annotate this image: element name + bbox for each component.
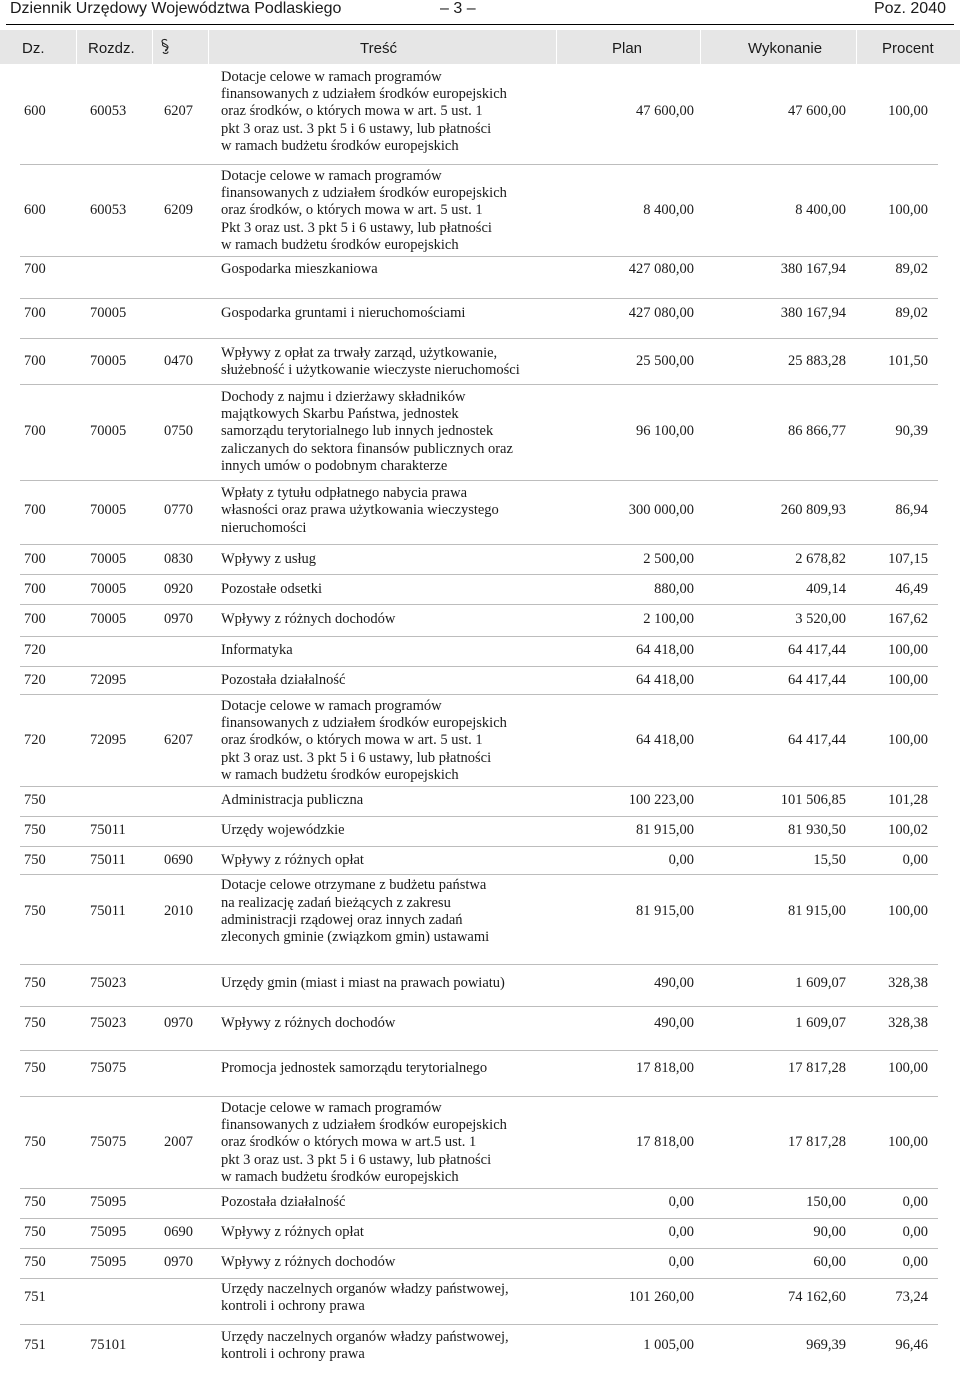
cell-dz: 700 <box>24 261 46 277</box>
cell-rozdz: 75095 <box>90 1194 127 1210</box>
row-separator <box>20 786 938 787</box>
cell-paragraf: 0770 <box>164 502 193 518</box>
cell-dz: 720 <box>24 732 46 748</box>
cell-procent: 100,00 <box>888 202 928 218</box>
paragraph-icon <box>160 38 170 54</box>
tresc-line: w ramach budżetu środków europejskich <box>221 766 459 783</box>
cell-wykonanie: 17 817,28 <box>788 1134 846 1150</box>
tresc-line: pkt 3 oraz ust. 3 pkt 5 i 6 ustawy, lub płatności <box>221 749 492 766</box>
cell-tresc <box>221 611 541 628</box>
tresc-line: Pkt 3 oraz ust. 3 pkt 5 i 6 ustawy, lub płatności <box>221 219 492 236</box>
cell-rozdz: 75075 <box>90 1134 127 1150</box>
table-row <box>0 1190 960 1216</box>
cell-procent: 90,39 <box>895 423 928 439</box>
row-separator <box>20 1324 938 1325</box>
cell-wykonanie: 90,00 <box>813 1224 846 1240</box>
tresc-line: Dotacje celowe otrzymane z budżetu państwa <box>221 877 487 894</box>
cell-paragraf: 6207 <box>164 732 193 748</box>
cell-plan: 0,00 <box>668 1194 694 1210</box>
col-divider <box>700 30 701 64</box>
cell-tresc <box>221 345 541 380</box>
cell-rozdz: 70005 <box>90 611 127 627</box>
tresc-line: własności oraz prawa użytkowania wieczystego <box>221 502 499 519</box>
cell-dz: 700 <box>24 423 46 439</box>
cell-wykonanie: 86 866,77 <box>788 423 846 439</box>
cell-procent: 0,00 <box>902 852 928 868</box>
table-row <box>0 482 960 540</box>
cell-tresc <box>221 389 541 475</box>
cell-wykonanie: 64 417,44 <box>788 672 846 688</box>
tresc-line: Urzędy naczelnych organów władzy państwowej, <box>221 1280 509 1297</box>
cell-wykonanie: 150,00 <box>806 1194 846 1210</box>
cell-procent: 86,94 <box>895 502 928 518</box>
tresc-line: administracji rządowej oraz innych zadań <box>221 911 463 928</box>
cell-procent: 328,38 <box>888 975 928 991</box>
tresc-line: zaliczanych do sektora finansów publicznych oraz <box>221 440 513 457</box>
cell-plan: 427 080,00 <box>628 261 694 277</box>
cell-wykonanie: 380 167,94 <box>780 305 846 321</box>
cell-procent: 89,02 <box>895 261 928 277</box>
cell-wykonanie: 25 883,28 <box>788 353 846 369</box>
cell-procent: 100,00 <box>888 903 928 919</box>
cell-paragraf: 0920 <box>164 581 193 597</box>
row-separator <box>20 1096 938 1097</box>
cell-dz: 750 <box>24 1134 46 1150</box>
tresc-line: Dotacje celowe w ramach programów <box>221 167 442 184</box>
cell-procent: 73,24 <box>895 1289 928 1305</box>
table-row <box>0 1052 960 1086</box>
row-separator <box>20 480 938 481</box>
cell-paragraf: 0470 <box>164 353 193 369</box>
tresc-line: kontroli i ochrony prawa <box>221 1345 365 1362</box>
cell-rozdz: 75011 <box>90 852 126 868</box>
tresc-line: zleconych gminie (związkom gmin) ustawami <box>221 929 490 946</box>
journal-title: Dziennik Urzędowy Województwa Podlaskiego <box>10 0 342 17</box>
cell-tresc <box>221 792 541 809</box>
cell-wykonanie: 969,39 <box>806 1337 846 1353</box>
cell-wykonanie: 17 817,28 <box>788 1060 846 1076</box>
tresc-line: Dotacje celowe w ramach programów <box>221 68 442 85</box>
cell-dz: 750 <box>24 1254 46 1270</box>
cell-dz: 720 <box>24 672 46 688</box>
cell-tresc <box>221 168 541 254</box>
tresc-line: oraz środków, o których mowa w art. 5 ust. 1 <box>221 202 483 219</box>
tresc-line: finansowanych z udziałem środków europejskich <box>221 715 507 732</box>
cell-dz: 750 <box>24 1060 46 1076</box>
col-divider <box>76 30 77 64</box>
cell-paragraf: 0970 <box>164 1254 193 1270</box>
cell-plan: 81 915,00 <box>636 822 694 838</box>
row-separator <box>20 1278 938 1279</box>
cell-plan: 96 100,00 <box>636 423 694 439</box>
tresc-line: Pozostałe odsetki <box>221 581 323 598</box>
cell-rozdz: 75023 <box>90 1015 127 1031</box>
row-separator <box>20 636 938 637</box>
cell-dz: 700 <box>24 353 46 369</box>
tresc-line: Administracja publiczna <box>221 792 364 809</box>
cell-plan: 490,00 <box>654 1015 694 1031</box>
cell-tresc <box>221 852 541 869</box>
cell-tresc <box>221 485 541 537</box>
row-separator <box>20 298 938 299</box>
cell-procent: 100,00 <box>888 1060 928 1076</box>
tresc-line: innych umów o podobnym charakterze <box>221 457 448 474</box>
table-row <box>0 258 960 282</box>
cell-procent: 100,02 <box>888 822 928 838</box>
tresc-line: Gospodarka gruntami i nieruchomościami <box>221 305 466 322</box>
page-header <box>0 0 960 22</box>
cell-rozdz: 75011 <box>90 822 126 838</box>
cell-wykonanie: 74 162,60 <box>788 1289 846 1305</box>
cell-dz: 750 <box>24 903 46 919</box>
tresc-line: Urzędy gmin (miast i miast na prawach powiatu) <box>221 975 505 992</box>
cell-plan: 2 500,00 <box>643 551 694 567</box>
cell-wykonanie: 380 167,94 <box>780 261 846 277</box>
cell-dz: 750 <box>24 1194 46 1210</box>
table-row <box>0 668 960 694</box>
tresc-line: oraz środków, o których mowa w art. 5 ust. 1 <box>221 732 483 749</box>
table-row <box>0 876 960 948</box>
cell-wykonanie: 101 506,85 <box>780 792 846 808</box>
cell-tresc <box>221 698 541 784</box>
tresc-line: Dotacje celowe w ramach programów <box>221 697 442 714</box>
cell-rozdz: 75023 <box>90 975 127 991</box>
column-header-bar <box>0 30 960 64</box>
cell-plan: 0,00 <box>668 1224 694 1240</box>
table-row <box>0 1098 960 1188</box>
col-dz: Dz. <box>22 40 45 57</box>
col-divider <box>856 30 857 64</box>
cell-procent: 96,46 <box>895 1337 928 1353</box>
cell-plan: 17 818,00 <box>636 1060 694 1076</box>
table-row <box>0 696 960 786</box>
cell-paragraf: 6209 <box>164 202 193 218</box>
cell-dz: 750 <box>24 822 46 838</box>
cell-plan: 81 915,00 <box>636 903 694 919</box>
col-divider <box>208 30 209 64</box>
cell-dz: 700 <box>24 611 46 627</box>
tresc-line: finansowanych z udziałem środków europejskich <box>221 185 507 202</box>
tresc-line: Wpływy z różnych dochodów <box>221 1254 396 1271</box>
tresc-line: Wpływy z różnych dochodów <box>221 611 396 628</box>
cell-procent: 100,00 <box>888 642 928 658</box>
row-separator <box>20 874 938 875</box>
row-separator <box>20 964 938 965</box>
cell-rozdz: 70005 <box>90 423 127 439</box>
cell-plan: 300 000,00 <box>628 502 694 518</box>
cell-rozdz: 70005 <box>90 502 127 518</box>
tresc-line: Pozostała działalność <box>221 672 346 689</box>
cell-plan: 64 418,00 <box>636 732 694 748</box>
cell-procent: 100,00 <box>888 732 928 748</box>
cell-procent: 100,00 <box>888 103 928 119</box>
cell-tresc <box>221 1194 541 1211</box>
cell-procent: 46,49 <box>895 581 928 597</box>
cell-procent: 100,00 <box>888 672 928 688</box>
table-row <box>0 1326 960 1366</box>
cell-dz: 751 <box>24 1289 46 1305</box>
row-separator <box>20 666 938 667</box>
cell-plan: 1 005,00 <box>643 1337 694 1353</box>
tresc-line: finansowanych z udziałem środków europejskich <box>221 86 507 103</box>
tresc-line: Pozostała działalność <box>221 1194 346 1211</box>
cell-wykonanie: 15,50 <box>813 852 846 868</box>
cell-plan: 47 600,00 <box>636 103 694 119</box>
tresc-line: pkt 3 oraz ust. 3 pkt 5 i 6 ustawy, lub płatności <box>221 1151 492 1168</box>
tresc-line: Dotacje celowe w ramach programów <box>221 1099 442 1116</box>
cell-plan: 101 260,00 <box>628 1289 694 1305</box>
tresc-line: Wpływy z usług <box>221 551 317 568</box>
table-row <box>0 166 960 256</box>
cell-wykonanie: 1 609,07 <box>795 1015 846 1031</box>
row-separator <box>20 1050 938 1051</box>
cell-procent: 107,15 <box>888 551 928 567</box>
table-row <box>0 606 960 634</box>
row-separator <box>20 1248 938 1249</box>
cell-rozdz: 60053 <box>90 202 127 218</box>
cell-tresc <box>221 305 541 322</box>
tresc-line: finansowanych z udziałem środków europejskich <box>221 1117 507 1134</box>
row-separator <box>20 846 938 847</box>
cell-tresc <box>221 1100 541 1186</box>
row-separator <box>20 1188 938 1189</box>
cell-dz: 750 <box>24 852 46 868</box>
row-separator <box>20 1218 938 1219</box>
header-rule <box>6 24 954 25</box>
cell-procent: 0,00 <box>902 1224 928 1240</box>
col-tresc: Treść <box>360 40 397 57</box>
cell-paragraf: 0830 <box>164 551 193 567</box>
cell-tresc <box>221 1281 541 1316</box>
cell-plan: 427 080,00 <box>628 305 694 321</box>
cell-paragraf: 0970 <box>164 611 193 627</box>
tresc-line: Wpływy z opłat za trwały zarząd, użytkowanie, <box>221 344 498 361</box>
cell-tresc <box>221 581 541 598</box>
tresc-line: kontroli i ochrony prawa <box>221 1297 365 1314</box>
col-plan: Plan <box>612 40 643 57</box>
cell-tresc <box>221 1224 541 1241</box>
cell-tresc <box>221 1015 541 1032</box>
cell-paragraf: 0750 <box>164 423 193 439</box>
cell-rozdz: 72095 <box>90 732 127 748</box>
tresc-line: Promocja jednostek samorządu terytorialnego <box>221 1060 488 1077</box>
cell-rozdz: 72095 <box>90 672 127 688</box>
cell-plan: 64 418,00 <box>636 672 694 688</box>
cell-plan: 64 418,00 <box>636 642 694 658</box>
cell-wykonanie: 1 609,07 <box>795 975 846 991</box>
position-number: Poz. 2040 <box>873 0 946 17</box>
table-row <box>0 788 960 814</box>
table-row <box>0 1250 960 1276</box>
cell-tresc <box>221 551 541 568</box>
col-rozdz: Rozdz. <box>88 40 135 57</box>
cell-wykonanie: 2 678,82 <box>795 551 846 567</box>
cell-tresc <box>221 1254 541 1271</box>
cell-wykonanie: 260 809,93 <box>780 502 846 518</box>
tresc-line: Gospodarka mieszkaniowa <box>221 261 378 278</box>
cell-tresc <box>221 822 541 839</box>
tresc-line: na realizację zadań bieżących z zakresu <box>221 894 451 911</box>
cell-plan: 25 500,00 <box>636 353 694 369</box>
col-procent: Procent <box>882 40 934 57</box>
cell-rozdz: 75095 <box>90 1224 127 1240</box>
tresc-line: majątkowych Skarbu Państwa, jednostek <box>221 406 459 423</box>
cell-paragraf: 0970 <box>164 1015 193 1031</box>
tresc-line: nieruchomości <box>221 519 307 536</box>
cell-wykonanie: 3 520,00 <box>795 611 846 627</box>
cell-procent: 100,00 <box>888 1134 928 1150</box>
tresc-line: Wpływy z różnych opłat <box>221 852 364 869</box>
col-divider <box>556 30 557 64</box>
cell-procent: 101,50 <box>888 353 928 369</box>
cell-wykonanie: 47 600,00 <box>788 103 846 119</box>
cell-dz: 750 <box>24 1015 46 1031</box>
tresc-line: samorządu terytorialnego lub innych jednostek <box>221 423 494 440</box>
tresc-line: w ramach budżetu środków europejskich <box>221 236 459 253</box>
table-row <box>0 546 960 574</box>
cell-rozdz: 70005 <box>90 305 127 321</box>
table-row <box>0 1008 960 1040</box>
row-separator <box>20 574 938 575</box>
cell-wykonanie: 8 400,00 <box>795 202 846 218</box>
cell-wykonanie: 81 930,50 <box>788 822 846 838</box>
row-separator <box>20 164 938 165</box>
table-row <box>0 1280 960 1316</box>
cell-plan: 880,00 <box>654 581 694 597</box>
cell-rozdz: 70005 <box>90 581 127 597</box>
tresc-line: oraz środków, o których mowa w art. 5 ust. 1 <box>221 103 483 120</box>
cell-dz: 600 <box>24 202 46 218</box>
tresc-line: pkt 3 oraz ust. 3 pkt 5 i 6 ustawy, lub płatności <box>221 120 492 137</box>
row-separator <box>20 544 938 545</box>
cell-paragraf: 2007 <box>164 1134 193 1150</box>
table-row <box>0 966 960 1002</box>
table-row <box>0 848 960 874</box>
cell-dz: 700 <box>24 502 46 518</box>
table-row <box>0 340 960 384</box>
cell-plan: 8 400,00 <box>643 202 694 218</box>
table-row <box>0 638 960 664</box>
table-row <box>0 300 960 328</box>
cell-dz: 750 <box>24 1224 46 1240</box>
row-separator <box>20 1006 938 1007</box>
cell-procent: 167,62 <box>888 611 928 627</box>
cell-procent: 89,02 <box>895 305 928 321</box>
table-row <box>0 818 960 844</box>
cell-rozdz: 75011 <box>90 903 126 919</box>
cell-tresc <box>221 1060 541 1077</box>
cell-procent: 328,38 <box>888 1015 928 1031</box>
cell-wykonanie: 60,00 <box>813 1254 846 1270</box>
cell-wykonanie: 64 417,44 <box>788 642 846 658</box>
tresc-line: Wpływy z różnych opłat <box>221 1224 364 1241</box>
row-separator <box>20 694 938 695</box>
col-divider <box>152 30 153 64</box>
cell-dz: 750 <box>24 792 46 808</box>
cell-plan: 2 100,00 <box>643 611 694 627</box>
tresc-line: Urzędy naczelnych organów władzy państwowej, <box>221 1328 509 1345</box>
row-separator <box>20 604 938 605</box>
row-separator <box>20 816 938 817</box>
cell-plan: 0,00 <box>668 852 694 868</box>
cell-dz: 700 <box>24 581 46 597</box>
row-separator <box>20 256 938 257</box>
cell-plan: 17 818,00 <box>636 1134 694 1150</box>
cell-plan: 0,00 <box>668 1254 694 1270</box>
cell-tresc <box>221 672 541 689</box>
tresc-line: Wpływy z różnych dochodów <box>221 1015 396 1032</box>
cell-dz: 600 <box>24 103 46 119</box>
cell-procent: 0,00 <box>902 1254 928 1270</box>
tresc-line: służebność i użytkowanie wieczyste nieruchomości <box>221 361 520 378</box>
cell-wykonanie: 81 915,00 <box>788 903 846 919</box>
cell-paragraf: 0690 <box>164 1224 193 1240</box>
cell-dz: 720 <box>24 642 46 658</box>
table-row <box>0 68 960 156</box>
row-separator <box>20 384 938 385</box>
cell-wykonanie: 409,14 <box>806 581 846 597</box>
cell-dz: 751 <box>24 1337 46 1353</box>
tresc-line: w ramach budżetu środków europejskich <box>221 1168 459 1185</box>
cell-procent: 0,00 <box>902 1194 928 1210</box>
cell-rozdz: 75075 <box>90 1060 127 1076</box>
cell-dz: 700 <box>24 551 46 567</box>
col-wykonanie: Wykonanie <box>748 40 823 57</box>
cell-paragraf: 6207 <box>164 103 193 119</box>
cell-tresc <box>221 642 541 659</box>
table-row <box>0 1220 960 1246</box>
cell-rozdz: 70005 <box>90 551 127 567</box>
tresc-line: Urzędy wojewódzkie <box>221 822 345 839</box>
table-row <box>0 576 960 604</box>
tresc-line: w ramach budżetu środków europejskich <box>221 137 459 154</box>
cell-plan: 490,00 <box>654 975 694 991</box>
cell-rozdz: 75101 <box>90 1337 127 1353</box>
cell-dz: 700 <box>24 305 46 321</box>
cell-paragraf: 2010 <box>164 903 193 919</box>
page-number: – 3 – <box>440 0 476 17</box>
cell-rozdz: 70005 <box>90 353 127 369</box>
cell-tresc <box>221 69 541 155</box>
tresc-line: Informatyka <box>221 642 293 659</box>
cell-rozdz: 75095 <box>90 1254 127 1270</box>
table-row <box>0 386 960 478</box>
tresc-line: oraz środków o których mowa w art.5 ust. 1 <box>221 1134 477 1151</box>
cell-dz: 750 <box>24 975 46 991</box>
row-separator <box>20 338 938 339</box>
cell-procent: 101,28 <box>888 792 928 808</box>
cell-tresc <box>221 975 541 992</box>
tresc-line: Dochody z najmu i dzierżawy składników <box>221 388 466 405</box>
cell-tresc <box>221 261 541 278</box>
cell-tresc <box>221 877 541 946</box>
cell-rozdz: 60053 <box>90 103 127 119</box>
cell-plan: 100 223,00 <box>628 792 694 808</box>
cell-wykonanie: 64 417,44 <box>788 732 846 748</box>
cell-paragraf: 0690 <box>164 852 193 868</box>
tresc-line: Wpłaty z tytułu odpłatnego nabycia prawa <box>221 485 468 502</box>
cell-tresc <box>221 1329 541 1364</box>
